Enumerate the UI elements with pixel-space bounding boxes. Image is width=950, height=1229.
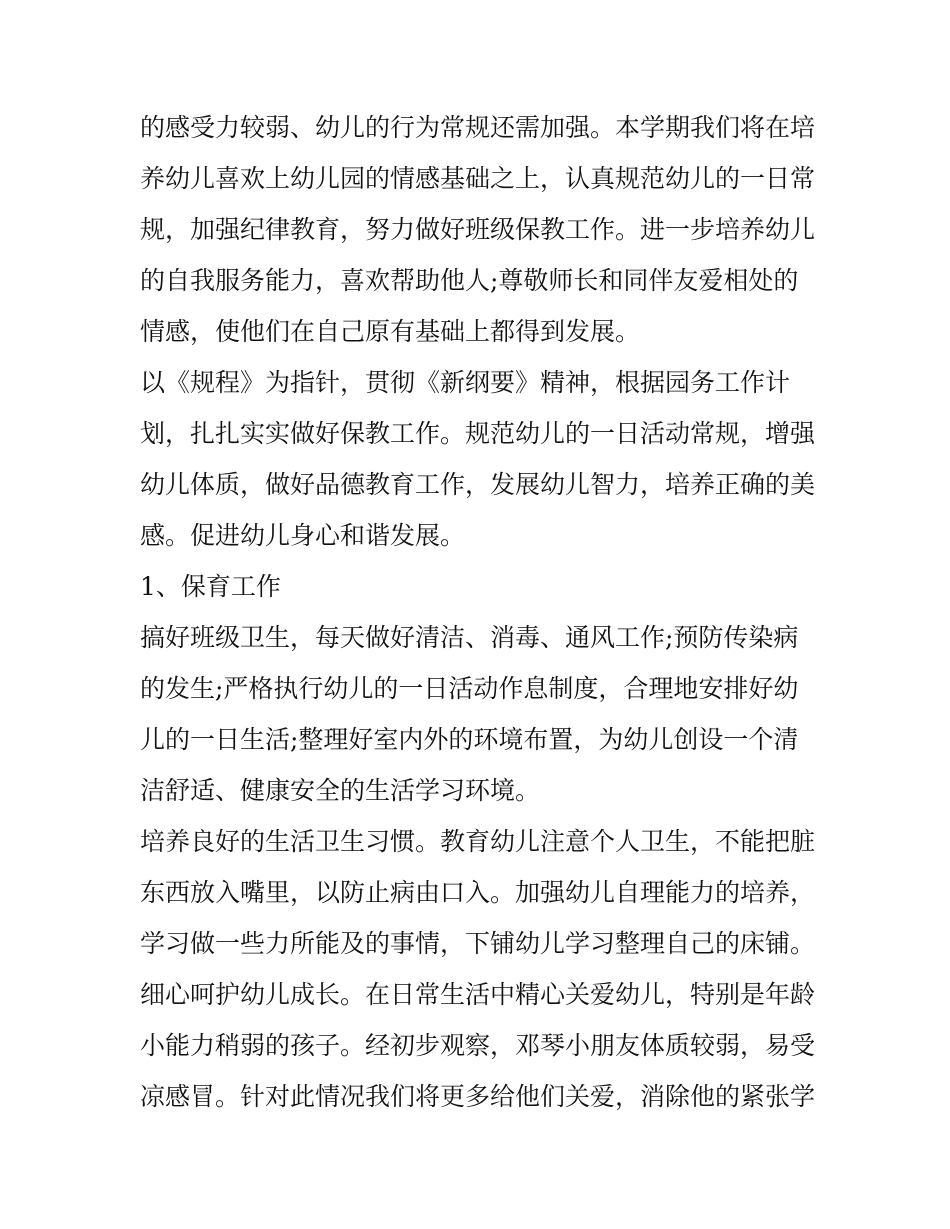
text-line: 养幼儿喜欢上幼儿园的情感基础之上，认真规范幼儿的一日常 <box>140 164 816 193</box>
text-line: 培养良好的生活卫生习惯。教育幼儿注意个人卫生，不能把脏 <box>140 827 816 856</box>
text-line: 情感，使他们在自己原有基础上都得到发展。 <box>140 317 641 346</box>
text-line: 东西放入嘴里，以防止病由口入。加强幼儿自理能力的培养， <box>140 878 816 907</box>
text-line: 学习做一些力所能及的事情，下铺幼儿学习整理自己的床铺。 <box>140 929 816 958</box>
section-heading: 1、保育工作 <box>140 572 281 601</box>
text-line: 划，扎扎实实做好保教工作。规范幼儿的一日活动常规，增强 <box>140 419 816 448</box>
text-line: 洁舒适、健康安全的生活学习环境。 <box>140 776 541 805</box>
text-line: 搞好班级卫生，每天做好清洁、消毒、通风工作;预防传染病 <box>140 623 799 652</box>
text-line: 小能力稍弱的孩子。经初步观察，邓琴小朋友体质较弱，易受 <box>140 1031 816 1060</box>
text-line: 凉感冒。针对此情况我们将更多给他们关爱，消除他的紧张学 <box>140 1082 816 1111</box>
text-line: 儿的一日生活;整理好室内外的环境布置，为幼儿创设一个清 <box>140 725 799 754</box>
text-line: 以《规程》为指针，贯彻《新纲要》精神，根据园务工作计 <box>140 368 791 397</box>
text-line: 的感受力较弱、幼儿的行为常规还需加强。本学期我们将在培 <box>140 113 816 142</box>
text-line: 细心呵护幼儿成长。在日常生活中精心关爱幼儿，特别是年龄 <box>140 980 816 1009</box>
text-line: 规，加强纪律教育，努力做好班级保教工作。进一步培养幼儿 <box>140 215 816 244</box>
text-line: 的自我服务能力，喜欢帮助他人;尊敬师长和同伴友爱相处的 <box>140 266 799 295</box>
text-line: 的发生;严格执行幼儿的一日活动作息制度，合理地安排好幼 <box>140 674 799 703</box>
text-line: 感。促进幼儿身心和谐发展。 <box>140 521 466 550</box>
text-line: 幼儿体质，做好品德教育工作，发展幼儿智力，培养正确的美 <box>140 470 816 499</box>
